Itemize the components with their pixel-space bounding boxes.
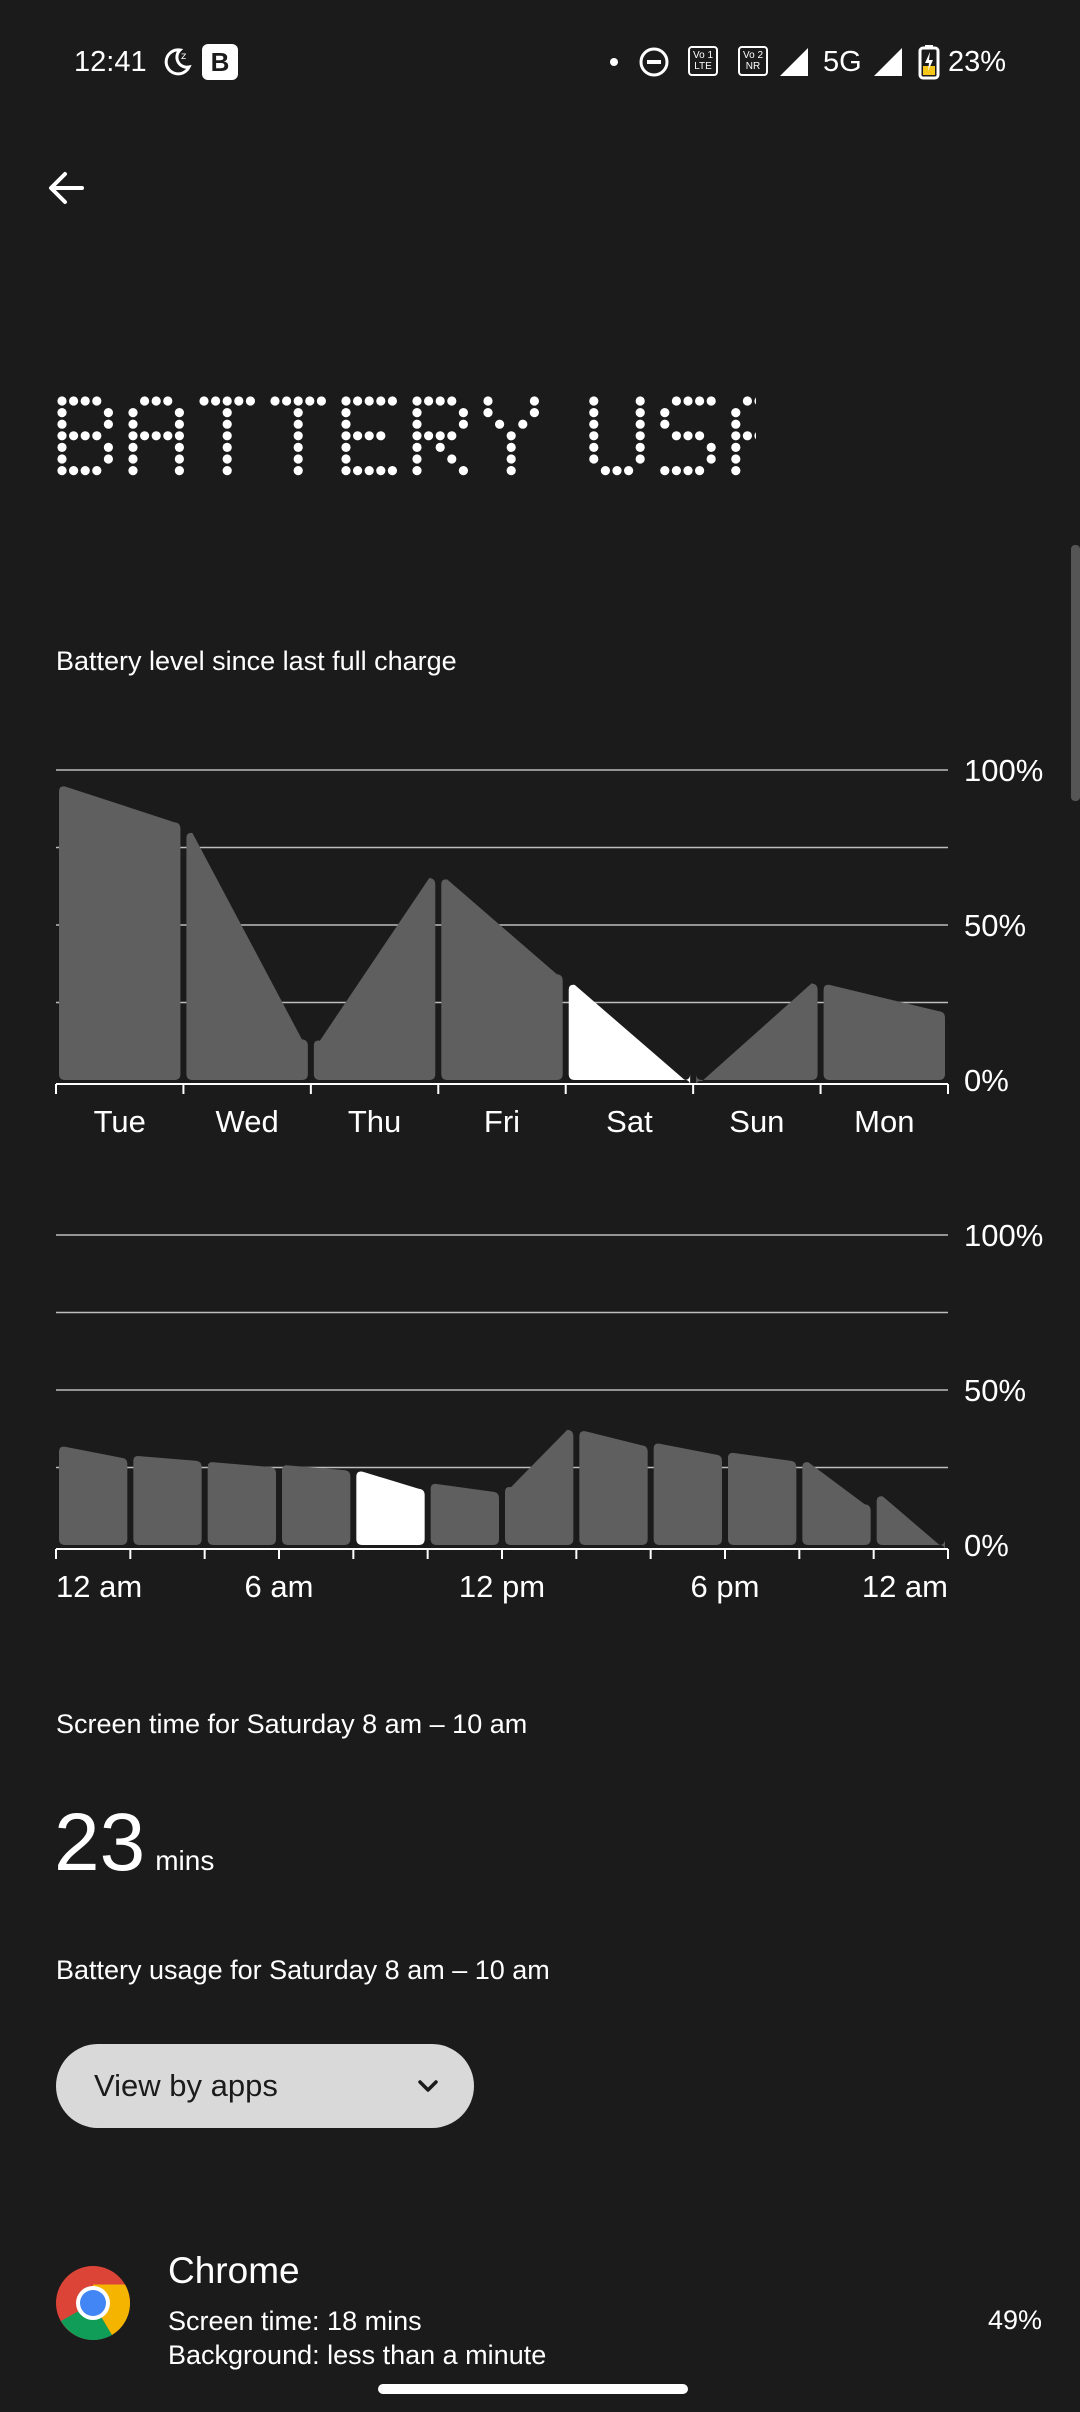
chart-bar <box>802 1462 870 1545</box>
y-tick-label: 0% <box>964 1063 1009 1098</box>
x-tick-label: 12 am <box>861 1569 948 1604</box>
page-title <box>56 395 756 490</box>
app-screen-time: Screen time: 18 mins <box>168 2306 422 2336</box>
screen-time-heading: Screen time for Saturday 8 am – 10 am <box>56 1709 528 1739</box>
status-bar <box>0 0 1080 130</box>
home-indicator[interactable] <box>378 2384 688 2394</box>
app-name: Chrome <box>168 2250 300 2291</box>
chart-bar <box>579 1431 647 1545</box>
network-type-label: 5G <box>823 46 862 78</box>
y-tick-label: 100% <box>964 753 1044 788</box>
chevron-down-icon <box>414 2072 442 2100</box>
chart-bar <box>59 786 180 1080</box>
do-not-disturb-icon <box>638 46 670 78</box>
chart-bar <box>505 1430 573 1545</box>
screen-time-unit: mins <box>155 1845 215 1876</box>
battery-percent: 23% <box>948 46 1007 78</box>
x-tick-label: Fri <box>483 1104 521 1139</box>
chart-bar <box>314 878 435 1080</box>
x-tick-label: Mon <box>854 1104 915 1139</box>
back-button[interactable] <box>40 162 92 214</box>
chart-bar <box>431 1484 499 1545</box>
app-percent: 49% <box>988 2305 1043 2335</box>
chart-bar <box>282 1465 350 1545</box>
x-tick-label: 12 pm <box>458 1569 546 1604</box>
title-letter <box>731 396 756 475</box>
selected-bar <box>569 985 690 1086</box>
title-letter <box>660 396 716 475</box>
b-app-badge-icon: B <box>202 44 238 80</box>
x-tick-label: Wed <box>215 1104 279 1139</box>
x-tick-label: 6 pm <box>690 1569 760 1604</box>
screen-time-value-group <box>54 1796 214 1890</box>
title-letter <box>270 396 326 475</box>
title-letter <box>341 396 397 475</box>
x-tick-label: Tue <box>93 1104 146 1139</box>
title-letter <box>589 396 645 475</box>
screen-time-value: 23 <box>54 1797 146 1888</box>
chart-bar <box>133 1456 201 1545</box>
chart-bar <box>696 983 817 1086</box>
chart-bar <box>824 985 945 1080</box>
chart-bar <box>728 1453 796 1545</box>
y-tick-label: 0% <box>964 1528 1009 1563</box>
x-tick-label: Sun <box>729 1104 785 1139</box>
status-time: 12:41 <box>74 46 147 78</box>
view-by-apps-dropdown[interactable] <box>56 2044 474 2128</box>
chrome-icon <box>56 2266 130 2340</box>
arrow-left-icon <box>46 168 86 208</box>
view-by-apps-label: View by apps <box>94 2068 278 2103</box>
signal-strength-1-icon <box>778 46 810 78</box>
x-tick-label: 12 am <box>56 1569 143 1604</box>
chart-bar <box>441 879 562 1080</box>
chart-bar <box>654 1444 722 1545</box>
scrollbar-thumb[interactable] <box>1071 545 1080 801</box>
y-tick-label: 50% <box>964 1373 1027 1408</box>
app-usage-row[interactable] <box>0 2230 1080 2380</box>
title-letter <box>412 396 468 475</box>
title-letter <box>57 396 113 475</box>
y-tick-label: 100% <box>964 1218 1044 1253</box>
y-tick-label: 50% <box>964 908 1027 943</box>
battery-usage-heading: Battery usage for Saturday 8 am – 10 am <box>56 1955 550 1985</box>
x-tick-label: Thu <box>347 1104 402 1139</box>
x-tick-label: 6 am <box>244 1569 314 1604</box>
svg-text:z: z <box>181 51 187 62</box>
notification-dot-icon <box>610 58 618 66</box>
title-letter <box>128 396 184 475</box>
chart-bar <box>208 1462 276 1545</box>
chart-bar <box>186 833 307 1080</box>
hourly-battery-chart[interactable] <box>0 1205 1080 1615</box>
battery-charging-icon <box>918 44 940 80</box>
chart-bar <box>877 1496 945 1551</box>
signal-strength-2-icon <box>872 46 904 78</box>
app-background-time: Background: less than a minute <box>168 2340 547 2370</box>
bedtime-moon-icon <box>159 44 195 80</box>
selected-bar <box>356 1471 424 1545</box>
title-letter <box>483 396 539 475</box>
volte-lte-icon: Vo 1 LTE <box>688 46 718 76</box>
volte-nr-icon: Vo 2 NR <box>738 46 768 76</box>
daily-battery-chart[interactable] <box>0 740 1080 1150</box>
chart-bar <box>59 1447 127 1545</box>
x-tick-label: Sat <box>606 1104 653 1139</box>
daily-chart-label: Battery level since last full charge <box>56 646 457 676</box>
title-letter <box>199 396 255 475</box>
